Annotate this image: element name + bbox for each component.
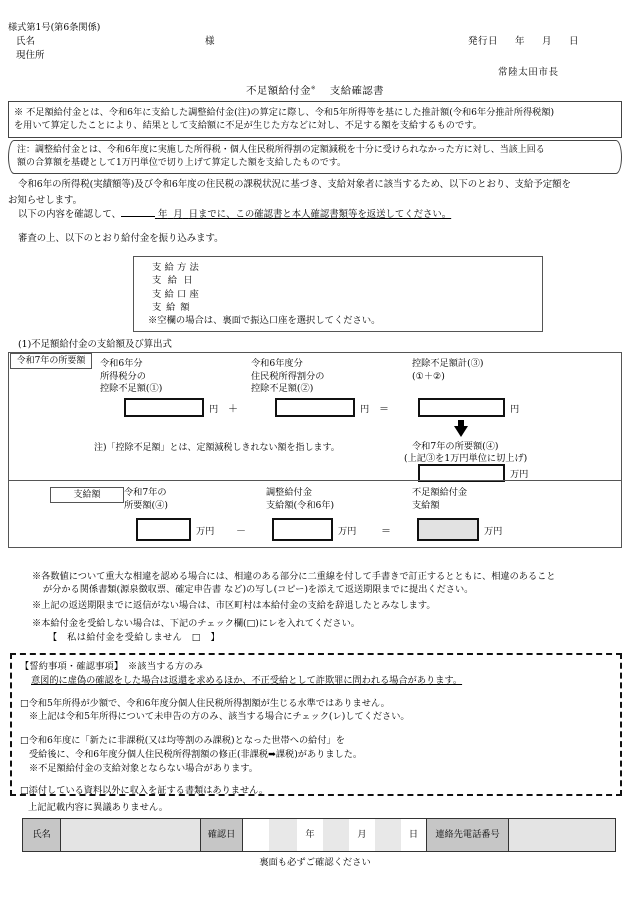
agreement-statement: 上記記載内容に異議ありません。	[28, 802, 169, 813]
pledge-item-2-line2: 受給後に、令和6年度分個人住民税所得割額の修正(非課税➡課税)がありました。	[29, 748, 363, 760]
column-2-header-line2: 住民税所得割分の	[251, 370, 325, 382]
pay-column-3-header-line2: 支給額	[412, 499, 440, 511]
pay-shortfall-benefit-input[interactable]	[417, 518, 479, 541]
page-title	[0, 84, 630, 98]
return-deadline-pre: 以下の内容を確認して、	[18, 209, 121, 220]
deduction-shortfall-footnote: 注)「控除不足額」とは、定額減税しきれない額を指します。	[94, 443, 340, 453]
honorific-sama: 様	[205, 36, 215, 47]
deduction-shortfall-resident-tax-input[interactable]	[275, 398, 355, 417]
issue-year-unit: 年	[515, 36, 526, 47]
issue-date-label: 発行日	[468, 36, 499, 47]
explanation-box	[8, 101, 622, 138]
explanation-line-1: ※ 不足額給付金とは、令和6年に支給した調整給付金(注)の算定に際し、令和5年所得等を基にした推計額(令和6年分推計所得税額)	[14, 107, 555, 118]
pay-required-amount-input[interactable]	[136, 518, 191, 541]
body-paragraph-1-line2: お知らせします。	[8, 195, 82, 206]
unit-manen-4: 万円	[510, 469, 529, 480]
operator-plus: ＋	[228, 404, 238, 415]
phone-header: 連絡先電話番号	[427, 819, 509, 851]
page-title-sub: 支給確認書	[329, 85, 384, 97]
signature-name-field[interactable]	[61, 819, 201, 851]
payment-account-label: 支給口座	[152, 288, 202, 300]
pay-column-2-header-line2: 支給額(令和6年)	[266, 499, 335, 511]
pledge-heading: 【誓約事項・確認事項】 ※該当する方のみ	[20, 661, 204, 672]
operator-minus: －	[236, 526, 246, 537]
column-1-header-line1: 令和6年分	[100, 358, 143, 369]
deduction-shortfall-income-tax-input[interactable]	[124, 398, 204, 417]
deadline-month-unit: 月	[173, 209, 183, 220]
asterisk-note-3: ※本給付金を受給しない場合は、下記のチェック欄(□)にレを入れてください。	[32, 618, 360, 629]
pay-column-1-header-line1: 令和7年の	[124, 487, 167, 498]
unit-manen-p3: 万円	[484, 526, 503, 537]
asterisk-note-2: ※上記の返送期限までに返信がない場合は、市区町村は本給付金の支給を辞退したとみなします。	[32, 600, 436, 611]
explanation-line-2: を用いて算定したことにより、結果として支給額に不足が生じた方などに対し、不足する額を支給するものです。	[14, 120, 482, 132]
body-paragraph-3	[8, 232, 224, 246]
phone-field[interactable]	[509, 819, 615, 851]
footnote-box	[8, 140, 622, 174]
column-3-header-line1: 控除不足額計(③)	[412, 358, 484, 369]
issue-day-unit: 日	[569, 36, 580, 47]
deadline-blank[interactable]	[121, 216, 155, 217]
pledge-item-1[interactable]: □令和5年所得が少額で、令和6年度分個人住民税所得割額が生じる水準ではありません。	[20, 697, 390, 709]
pay-column-3-header-line1: 不足額給付金	[412, 487, 468, 498]
pledge-item-2-note: ※不足額給付金の支給対象とならない場合があります。	[29, 762, 258, 774]
payment-amount-label: 支給額	[152, 301, 195, 313]
unit-manen-p1: 万円	[196, 526, 215, 537]
footnote-line-1: 注：調整給付金とは、令和6年度に実施した所得税・個人住民税所得割の定額減税を十分に受けられなかった方に対し、当該上回る	[17, 145, 545, 155]
confirm-month-unit: 月	[349, 819, 375, 851]
payment-box-note: ※空欄の場合は、裏面で振込口座を選択してください。	[148, 315, 381, 327]
payment-method-label: 支給方法	[152, 262, 202, 273]
confirm-year-input[interactable]	[269, 819, 297, 851]
address-label: 現住所	[16, 50, 45, 61]
required-amount-2025-label: 令和7年の所要額(④)	[412, 441, 499, 452]
unit-yen-3: 円	[510, 404, 520, 415]
body-paragraph-1	[8, 178, 622, 192]
column-2-header-line3: 控除不足額(②)	[251, 383, 314, 395]
operator-equals-2: ＝	[381, 526, 391, 537]
column-3-header	[412, 358, 483, 383]
confirm-date-header: 確認日	[201, 819, 243, 851]
signature-table	[22, 818, 616, 852]
return-deadline-post: 日までに、この確認書と本人確認書類等を返送してください。	[188, 209, 452, 220]
name-label: 氏名	[16, 36, 36, 47]
confirm-day-unit: 日	[401, 819, 427, 851]
pay-column-3-header	[412, 487, 467, 512]
footnote-line-2: 額の合算額を基礎として1万円単位で切り上げて算定した額を支給したものです。	[17, 157, 347, 168]
asterisk-note-1-line2: が分かる関係書類(源泉徴収票、確定申告書 など)の写し(コピー)を添えて返送期限までに提出ください。	[43, 584, 474, 596]
body-paragraph-1-line1: 令和6年の所得税(実績額等)及び令和6年度の住民税の課税状況に基づき、支給対象者に該当するため、以下のとおり、支給予定額を	[18, 179, 571, 190]
payment-info-box	[133, 256, 543, 332]
pledge-box	[10, 653, 622, 796]
pay-column-1-header	[124, 487, 168, 512]
unit-yen-2: 円	[360, 404, 370, 415]
column-3-header-line2: (①＋②)	[412, 370, 445, 382]
column-2-header	[251, 358, 325, 396]
calculation-divider	[9, 480, 621, 481]
deadline-year-unit: 年	[157, 209, 168, 220]
confirm-day-input[interactable]	[375, 819, 401, 851]
pledge-warning: 意図的に虚偽の確認をした場合は返還を求めるほか、不正受給として詐欺罪に問われる場合があります。	[31, 674, 463, 686]
asterisk-note-1	[32, 570, 612, 597]
payment-date-label: 支給日	[152, 275, 200, 287]
confirm-date-pad	[243, 819, 269, 851]
column-1-header	[100, 358, 162, 396]
pledge-item-2[interactable]: □令和6年度に「新たに非課税(又は均等割のみ課税)となった世帯への給付」を	[20, 735, 345, 747]
pay-column-2-header	[266, 487, 334, 512]
issue-month-unit: 月	[542, 36, 553, 47]
body-paragraph-3-text: 審査の上、以下のとおり給付金を振り込みます。	[18, 233, 224, 244]
pay-adjustment-benefit-input[interactable]	[272, 518, 333, 541]
arrow-down-icon	[454, 426, 468, 437]
pledge-item-1-note: ※上記は令和5年所得について未申告の方のみ、該当する場合にチェック(レ)してください。	[29, 711, 410, 723]
deduction-shortfall-total-input[interactable]	[418, 398, 505, 417]
required-amount-rounding-note: (上記③を1万円単位に切上げ)	[404, 453, 528, 464]
page-title-main: 不足額給付金	[246, 85, 311, 97]
pay-column-2-header-line1: 調整給付金	[266, 487, 312, 498]
pay-column-1-header-line2: 所要額(④)	[124, 499, 168, 511]
page-title-superscript: ※	[310, 85, 316, 92]
confirm-year-unit: 年	[297, 819, 323, 851]
form-number: 様式第1号(第6条関係)	[8, 22, 101, 33]
column-1-header-line2: 所得税分の	[100, 370, 146, 382]
signature-name-header: 氏名	[23, 819, 61, 851]
issuer-name: 常陸太田市長	[498, 67, 559, 78]
unit-manen-p2: 万円	[338, 526, 357, 537]
footer-note: 裏面も必ずご確認ください	[259, 857, 371, 868]
section-1-heading: (1)不足額給付金の支給額及び算出式	[18, 339, 172, 350]
payment-amount-tag: 支給額	[50, 487, 124, 503]
pledge-item-3[interactable]: □添付している資料以外に収入を証する書類はありません。	[20, 784, 269, 796]
required-amount-tag: 令和7年の所要額	[10, 353, 92, 369]
column-1-header-line3: 控除不足額(①)	[100, 383, 163, 395]
unit-yen-1: 円	[209, 404, 219, 415]
decline-benefit-checkbox-line[interactable]: 【 私は給付金を受給しません □ 】	[48, 632, 221, 643]
body-paragraph-2	[8, 208, 451, 222]
column-2-header-line1: 令和6年度分	[251, 358, 303, 369]
asterisk-note-1-line1: ※各数値について重大な相違を認める場合には、相違のある部分に二重線を付して手書きで訂正するとともに、相違のあること	[32, 571, 556, 582]
confirm-month-input[interactable]	[323, 819, 349, 851]
issue-date-row	[468, 36, 579, 49]
operator-equals: ＝	[379, 404, 389, 415]
